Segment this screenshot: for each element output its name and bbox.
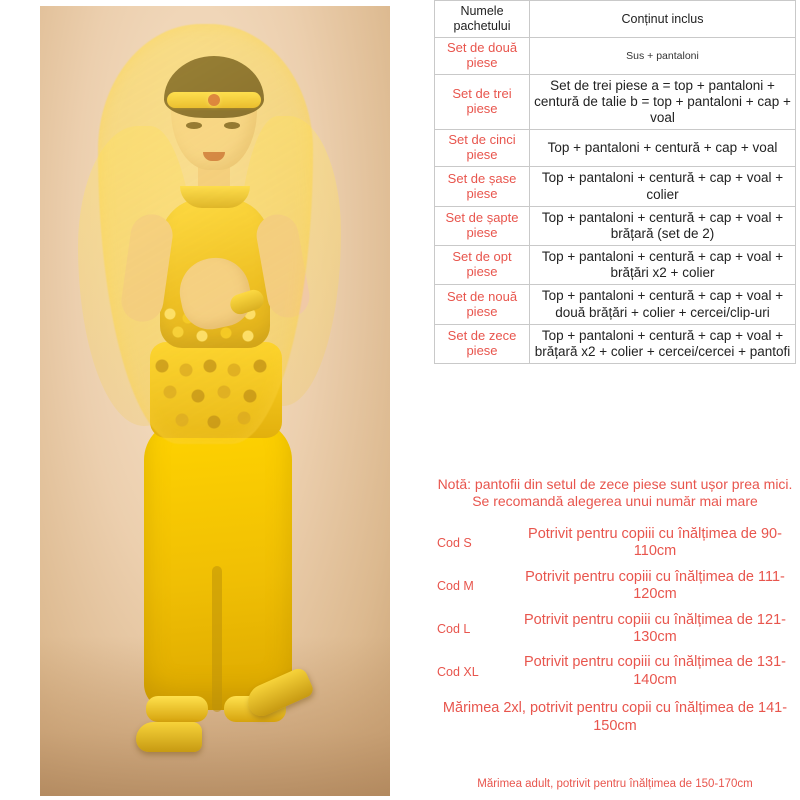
package-name: Set de șapte piese (435, 206, 530, 245)
package-content: Top + pantaloni + centură + cap + voal + brățară (set de 2) (530, 206, 796, 245)
package-content: Top + pantaloni + centură + cap + voal + brățări x2 + colier (530, 246, 796, 285)
table-row (435, 206, 796, 245)
package-content: Top + pantaloni + centură + cap + voal (530, 130, 796, 167)
table-row (435, 285, 796, 324)
product-photo[interactable] (40, 6, 390, 796)
size-code: Cod XL (437, 664, 479, 679)
table-row (435, 74, 796, 130)
package-content: Set de trei piese a = top + pantaloni + centură de talie b = top + pantaloni + cap + voal (530, 74, 796, 130)
table-row (435, 324, 796, 363)
package-name: Set de șase piese (435, 167, 530, 206)
table-row (435, 130, 796, 167)
pant-cuff-left (146, 696, 208, 722)
table-header-row (435, 1, 796, 38)
costume-shoe-left (136, 722, 202, 752)
package-contents-table (434, 0, 796, 364)
table-row (434, 650, 796, 693)
size-description: Potrivit pentru copiii cu înălțimea de 111-120cm (525, 568, 785, 603)
package-content: Top + pantaloni + centură + cap + voal + colier (530, 167, 796, 206)
package-name: Set de două piese (435, 38, 530, 75)
size-description: Potrivit pentru copiii cu înălțimea de 121-130cm (524, 611, 786, 645)
header-package-content: Conținut inclus (530, 1, 796, 38)
shoe-size-note: Notă: pantofii din setul de zece piese sunt ușor prea mici. Se recomandă alegerea unui număr mai mare (437, 476, 793, 510)
package-name: Set de zece piese (435, 324, 530, 363)
size-xxl-note: Mărimea 2xl, potrivit pentru copii cu înălțimea de 141-150cm (442, 700, 788, 734)
size-guide-table (434, 522, 796, 693)
size-code: Cod L (437, 621, 471, 636)
size-description: Potrivit pentru copiii cu înălțimea de 131-140cm (524, 654, 786, 688)
size-adult-note: Mărimea adult, potrivit pentru înălțimea de 150-170cm (477, 778, 753, 790)
costume-veil (98, 24, 313, 444)
package-content: Top + pantaloni + centură + cap + voal + brățară x2 + colier + cercei/cercei + pantofi (530, 324, 796, 363)
package-content: Top + pantaloni + centură + cap + voal + două brățări + colier + cercei/clip-uri (530, 285, 796, 324)
table-row (435, 167, 796, 206)
table-row (435, 38, 796, 75)
size-code: Cod S (437, 536, 472, 551)
size-code: Cod M (437, 579, 474, 594)
package-name: Set de cinci piese (435, 130, 530, 167)
package-name: Set de trei piese (435, 74, 530, 130)
table-row (434, 608, 796, 651)
header-package-name: Numele pachetului (435, 1, 530, 38)
pants-center-seam (212, 566, 222, 712)
table-row (434, 522, 796, 565)
info-tables-pane (430, 0, 800, 800)
table-row (435, 246, 796, 285)
package-content: Sus + pantaloni (530, 38, 796, 75)
table-row (434, 565, 796, 608)
package-name: Set de opt piese (435, 246, 530, 285)
size-description: Potrivit pentru copiii cu înălțimea de 90-110cm (528, 526, 782, 560)
package-name: Set de nouă piese (435, 285, 530, 324)
model-figure (40, 6, 390, 796)
